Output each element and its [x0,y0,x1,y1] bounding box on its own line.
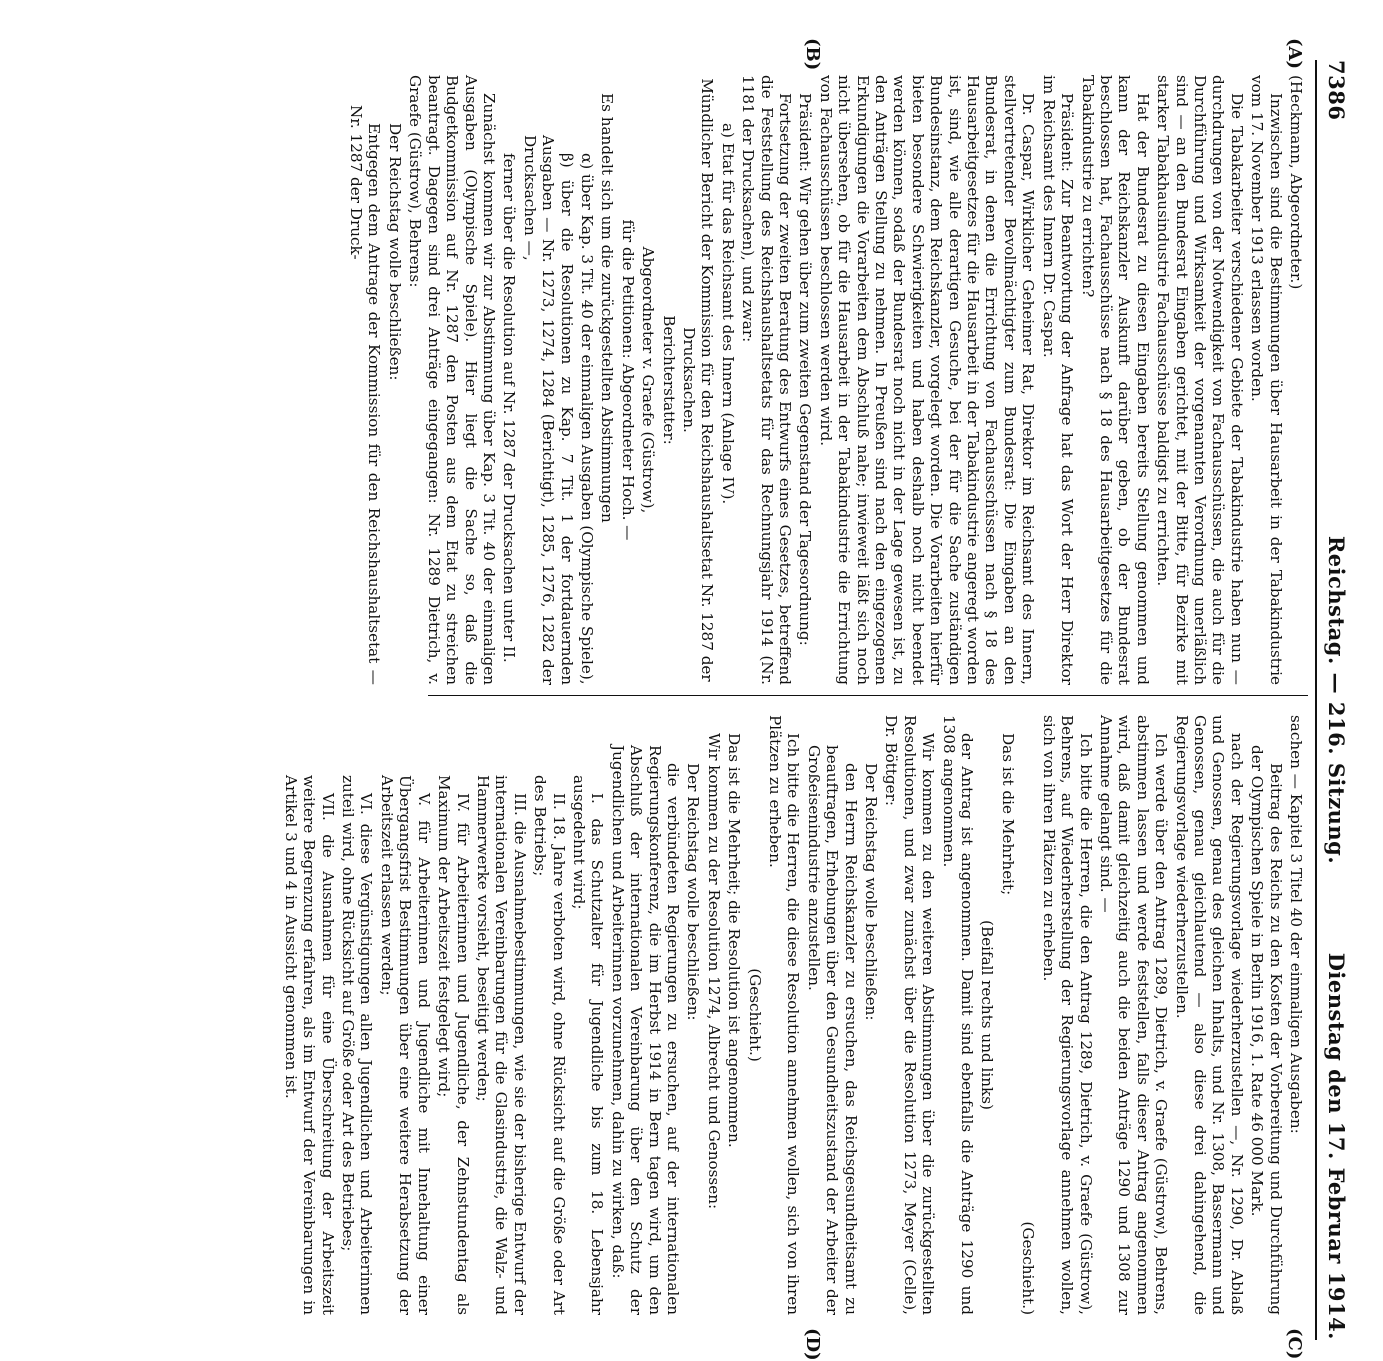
paragraph: Der Reichstag wolle beschließen: [385,123,404,381]
column-divider [428,695,1308,696]
page-number: 7386 [1324,60,1349,121]
header-date: Dienstag den 17. Februar 1914. [1324,952,1349,1340]
paragraph: Das ist die Mehrheit; die Resolution ist angenommen. [725,733,744,1148]
paragraph: VI. diese Vergünstigungen allen Jugendlichen und Arbeiterinnen zuteil wird, ohne Rücksicht auf Größe oder Art des Betriebes; [339,775,376,1315]
paragraph: die verbündeten Regierungen zu ersuchen, auf der internationalen Regierungskonferenz, die im Herbst 1914 in Bern tagen wird, um den Abschluß der internationalen Vereinbarung über den Schutz der Jugendlichen und Arbeiterinnen vorzunehmen, dahin zu wirken, daß: [608,745,682,1315]
paragraph: Ich werde über den Antrag 1289, Dietrich, v. Graefe (Güstrow), Behrens, abstimmen lassen und werde feststellen, falls dieser Antrag angenommen wird, daß damit gleichzeitig auch die beiden Anträge 1290 und 1308 zur Annahme gelangt sind. — [1096,715,1171,1315]
paragraph: β) über die Resolutionen zu Kap. 7 Tit. 1 der fortdauernden Ausgaben — Nr. 1273, 1274, 1284 (Berichtigt), 1285, 1276, 1282 der Drucksachen —, [520,135,576,685]
paragraph: Präsident: Wir gehen über zum zweiten Gegenstand der Tagesordnung: [796,93,815,646]
paragraph: (Geschieht.) [1019,1221,1038,1315]
paragraph: α) über Kap. 3 Tit. 40 der einmaligen Ausgaben (Olympische Spiele), [577,153,596,685]
paragraph: II. 18. Jahre verboten wird, ohne Rücksicht auf die Größe oder Art des Betriebs; [531,775,568,1315]
paragraph: V. für Arbeiterinnen und Jugendliche mit Innehaltung einer Übergangsfrist Bestimmungen über eine weitere Herabsetzung der Arbeitszeit erlassen werden; [377,775,433,1315]
paragraph: Entgegen dem Antrage der Kommission für den Reichshaushaltsetat — Nr. 1287 der Druck- [347,105,384,685]
paragraph: Wir kommen zu der Resolution 1274, Albrecht und Genossen: [704,733,723,1210]
paragraph: I. das Schutzalter für Jugendliche bis zum 18. Lebensjahr ausgedehnt wird; [569,775,607,1315]
paragraph: Wir kommen zu den weiteren Abstimmungen über die zurückgestellten Resolutionen, und zwar zunächst über die Resolution 1273, Meyer (Celle), Dr. Böttger: [882,715,938,1315]
paragraph: Der Reichstag wolle beschließen: [862,763,881,1021]
paragraph: für die Petitionen: Abgeordneter Hoch. — [618,219,637,541]
paragraph: Dr. Caspar, Wirklicher Geheimer Rat, Direktor im Reichsamt des Innern, stellvertretender Bevollmächtigter zum Bundesrat: Die Eingaben an den Bundesrat, in denen die Errichtung von Fachausschüssen nach § 18 des Hausarbeitgesetzes für die Hausarbeit in der Tabakindustrie angeregt worden ist, sind, wie alle derartigen Gesuche, bei der für die Sache zuständigen Bundesinstanz, dem Reichskanzler, vorgelegt worden. Die Vorarbeiten hierfür bieten besondere Schwierigkeiten und haben deshalb noch nicht beendet werden können, sodaß der Bundesrat noch nicht in der Lage gewesen ist, zu den Anträgen Stellung zu nehmen. In Preußen sind nach den eingezogenen Erkundigungen die Vorarbeiten dem Abschluß nahe; inwieweit läßt sich noch nicht übersehen, ob für die Hausarbeit in der Tabakindustrie die Errichtung von Fachausschüssen beschlossen werden wird. [816,75,1038,685]
margin-marker-b: (B) [802,38,823,71]
paragraph: Abgeordneter v. Graefe (Güstrow), [639,246,658,514]
paragraph: Mündlicher Bericht der Kommission für den Reichshaushaltsetat Nr. 1287 der Drucksachen. [680,78,717,682]
paragraph: (Heckmann, Abgeordneter.) [1287,75,1305,290]
paragraph: Die Tabakarbeiter verschiedener Gebiete der Tabakindustrie haben nun — durchdrungen von der Notwendigkeit von Fachausschüssen, die auch für die Durchführung und Wirksamkeit der vorgenannten Verordnung unerläßlich sind — an den Bundesrat Eingaben gerichtet, mit der Bitte, für Bezirke mit starker Tabakhausindustrie Fachausschüsse baldigst zu errichten. [1154,75,1246,685]
paragraph: den Herrn Reichskanzler zu ersuchen, das Reichsgesundheitsamt zu beauftragen, Erhebungen über den Gesundheitszustand der Arbeiter der Großeisenindustrie anzustellen. [804,745,860,1315]
paragraph: Das ist die Mehrheit; [998,733,1017,896]
paragraph: Berichterstatter: [659,315,678,445]
paragraph: Fortsetzung der zweiten Beratung des Entwurfs eines Gesetzes, betreffend die Feststellung des Reichshaushaltsetats für das Rechnungsjahr 1914 (Nr. 1181 der Drucksachen), und zwar: [739,75,795,685]
margin-marker-d: (D) [802,1328,823,1361]
paragraph: a) Etat für das Reichsamt des Innern (Anlage IV). [718,123,737,505]
paragraph: sachen — Kapitel 3 Titel 40 der einmaligen Ausgaben: [1287,715,1305,1134]
paragraph: Der Reichstag wolle beschließen: [684,763,703,1021]
margin-marker-a: (A) [1284,38,1305,69]
paragraph: Zunächst kommen wir zur Abstimmung über Kap. 3 Tit. 40 der einmaligen Ausgaben (Olympische Spiele). Hier liegt die Sache so, daß die Budgetkommission auf Nr. 1287 den Posten aus dem Etat zu streichen beantragt. Dagegen sind drei Anträge eingegangen: Nr. 1289 Dietrich, v. Graefe (Güstrow), Behrens: [406,75,498,685]
paragraph: Inzwischen sind die Bestimmungen über Hausarbeit in der Tabakindustrie vom 17. November 1913 erlassen worden. [1248,75,1285,685]
page-header [1315,60,1353,1340]
paragraph: Präsident: Zur Beantwortung der Anfrage hat das Wort der Herr Direktor im Reichsamt des Innern Dr. Caspar. [1039,75,1077,685]
paragraph: III. die Ausnahmebestimmungen, wie sie der bisherige Entwurf der internationalen Vereinbarungen für die Glasindustrie, die Walz- und Hammerwerke vorsieht, beseitigt werden; [473,775,529,1315]
right-column [281,715,1305,1315]
paragraph: Ich bitte die Herren, die den Antrag 1289, Dietrich, v. Graefe (Güstrow), Behrens, auf Wiederherstellung der Regierungsvorlage annehmen wollen, sich von ihren Plätzen zu erheben. [1039,715,1095,1315]
paragraph: Hat der Bundesrat zu diesen Eingaben bereits Stellung genommen und kann der Reichskanzler Auskunft darüber geben, ob der Bundesrat beschlossen hat, Fachausschüsse nach § 18 des Hausarbeitgesetzes für die Tabakindustrie zu errichten? [1078,75,1152,685]
paragraph: VII. die Ausnahmen für eine Überschreitung der Arbeitszeit weitere Begrenzung erfahren, als im Entwurf der Vereinbarungen in Artikel 3 und 4 in Aussicht genommen ist. [281,775,337,1315]
paragraph: Ich bitte die Herren, die diese Resolution annehmen wollen, sich von ihren Plätzen zu erheben. [766,715,803,1315]
paragraph: der Antrag ist angenommen. Damit sind ebenfalls die Anträge 1290 und 1308 angenommen. [939,715,977,1315]
paragraph: (Geschieht.) [745,968,764,1062]
paragraph: IV. für Arbeiterinnen und Jugendliche, der Zehnstundentag als Maximum der Arbeitszeit festgelegt wird; [435,775,472,1315]
margin-marker-c: (C) [1284,1328,1305,1360]
paragraph: Beitrag des Reichs zu den Kosten der Vorbereitung und Durchführung der Olympischen Spiele in Berlin 1916, 1. Rate 46 000 Mark. [1248,745,1285,1315]
paragraph: nach der Regierungsvorlage wiederherzustellen —, Nr. 1290, Dr. Ablaß und Genossen, genau des gleichen Inhalts, und Nr. 1308, Bassermann und Genossen, genau gleichlautend — also diese drei dahingehend, die Regierungsvorlage wiederherzustellen. [1172,715,1246,1315]
left-column [347,75,1305,685]
paragraph: ferner über die Resolution auf Nr. 1287 der Drucksachen unter II. [500,153,519,663]
header-title: Reichstag. — 216. Sitzung. [1324,535,1349,865]
paragraph: (Beifall rechts und links) [978,920,997,1110]
paragraph: Es handelt sich um die zurückgestellten Abstimmungen [598,93,617,523]
